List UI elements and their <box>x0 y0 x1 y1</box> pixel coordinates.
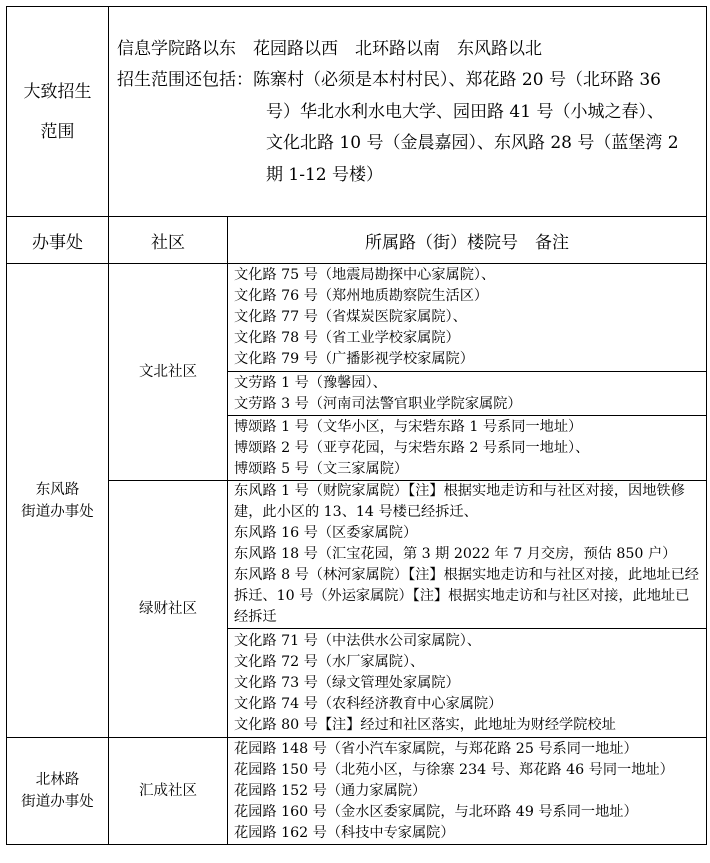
address-line: 文化路 79 号（广播影视学校家属院） <box>234 351 474 367</box>
address-group <box>228 372 707 416</box>
address-line: 花园路 162 号（科技中专家属院） <box>234 824 455 841</box>
scope-label-line1: 大致招生 <box>23 81 92 102</box>
address-line: 花园路 150 号（北苑小区，与徐寨 234 号、郑花路 46 号同一地址） <box>234 761 674 778</box>
address-line: 东风路 18 号（汇宝花园，第 3 期 2022 年 7 月交房，预估 850 户） <box>234 546 677 562</box>
office-beilin <box>7 738 109 845</box>
address-group <box>228 416 707 481</box>
address-line: 博颂路 5 号（文三家属院） <box>234 460 409 477</box>
community-lvcai: 绿财社区 <box>109 481 228 738</box>
community-huicheng: 汇成社区 <box>109 738 228 845</box>
scope-line: 招生范围还包括：陈寨村（必须是本村村民）、郑花路 20 号（北环路 36 <box>117 70 661 91</box>
address-group <box>228 629 707 738</box>
enrollment-table <box>6 6 707 845</box>
address-group <box>228 481 707 629</box>
office-name-line2: 街道办事处 <box>21 503 94 520</box>
address-line: 文化路 78 号（省工业学校家属院） <box>234 330 460 346</box>
office-name-line1: 北林路 <box>35 772 80 788</box>
scope-content-cell <box>109 7 707 217</box>
community-wenbei: 文北社区 <box>109 264 228 481</box>
header-office: 办事处 <box>7 217 109 264</box>
header-address: 所属路（街）楼院号 备注 <box>228 217 707 264</box>
address-line: 文化路 75 号（地震局勘探中心家属院）、 <box>234 267 496 283</box>
address-line: 博颂路 1 号（文华小区，与宋砦东路 1 号系同一地址） <box>234 418 583 435</box>
scope-line: 号）华北水利水电大学、园田路 41 号（小城之春）、 <box>266 101 664 122</box>
scope-line: 信息学院路以东 花园路以西 北环路以南 东风路以北 <box>117 38 542 59</box>
office-name-line1: 东风路 <box>35 481 80 498</box>
address-line: 花园路 152 号（通力家属院） <box>234 782 427 799</box>
address-line: 文劳路 1 号（豫馨园）、 <box>234 374 387 391</box>
address-line: 文化路 73 号（绿文管理处家属院） <box>234 674 460 691</box>
scope-line: 期 1-12 号楼） <box>266 164 383 185</box>
scope-label-line2: 范围 <box>40 121 75 142</box>
address-line: 文化路 72 号（水厂家属院）、 <box>234 653 425 670</box>
address-group <box>228 264 707 372</box>
header-community: 社区 <box>109 217 228 264</box>
office-dongfeng <box>7 264 109 738</box>
address-line: 东风路 1 号（财院家属院）【注】根据实地走访和与社区对接，因地铁修建，此小区的 13、14 号楼已经拆迁、 <box>234 483 685 520</box>
address-line: 文化路 80 号【注】经过和社区落实，此地址为财经学院校址 <box>234 716 616 733</box>
scope-label-cell <box>7 7 109 217</box>
address-line: 文化路 76 号（郑州地质勘察院生活区） <box>234 288 489 304</box>
address-line: 东风路 16 号（区委家属院） <box>234 525 418 541</box>
address-line: 东风路 8 号（林河家属院）【注】根据实地走访和与社区对接，此地址已经拆迁、10 号（外运家属院）【注】根据实地走访和与社区对接，此地址已经拆迁 <box>234 567 699 625</box>
scope-line: 文化北路 10 号（金晨嘉园）、东风路 28 号（蓝堡湾 2 <box>266 133 679 154</box>
address-line: 文劳路 3 号（河南司法警官职业学院家属院） <box>234 395 522 412</box>
address-line: 花园路 148 号（省小汽车家属院，与郑花路 25 号系同一地址） <box>234 740 638 757</box>
address-line: 文化路 71 号（中法供水公司家属院）、 <box>234 632 481 649</box>
address-line: 文化路 74 号（农科经济教育中心家属院） <box>234 695 503 712</box>
address-line: 文化路 77 号（省煤炭医院家属院）、 <box>234 309 467 325</box>
address-line: 花园路 160 号（金水区委家属院，与北环路 49 号系同一地址） <box>234 803 638 820</box>
office-name-line2: 街道办事处 <box>21 794 94 810</box>
address-group <box>228 738 707 845</box>
address-line: 博颂路 2 号（亚亨花园，与宋砦东路 2 号系同一地址）、 <box>234 439 590 456</box>
